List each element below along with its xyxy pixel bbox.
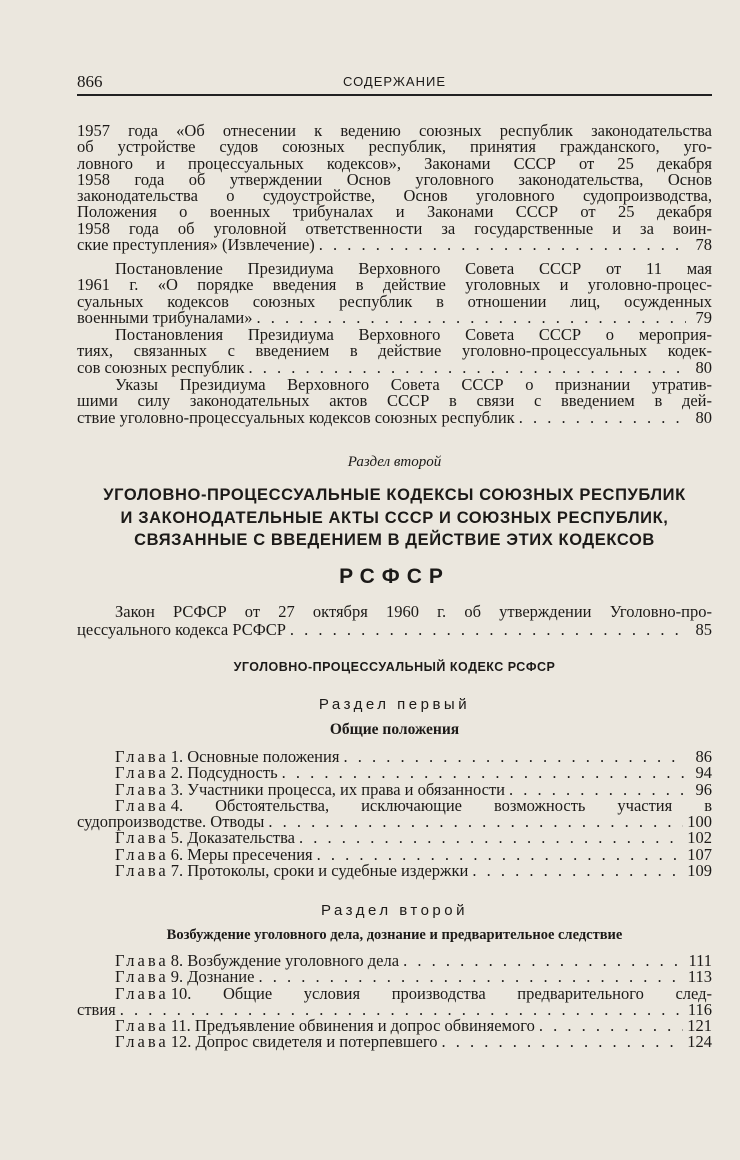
- page-ref: 86: [695, 747, 712, 766]
- chapter-number: 2.: [170, 763, 184, 783]
- page-ref: 78: [695, 235, 712, 255]
- entry-line: 1958 года об уголовной ответственности за государственные и за воин-: [77, 218, 712, 238]
- entry-line: ствие уголовно-процессуальных кодексов союзных республик: [77, 407, 515, 427]
- page-ref: 111: [688, 951, 712, 970]
- toc-leader-line: [77, 407, 712, 427]
- chapter-entry[interactable]: [77, 1034, 712, 1050]
- entry-line: Закон РСФСР от 27 октября 1960 г. об утверждении Уголовно-про-: [115, 602, 712, 621]
- entry-line: Положения о военных трибуналах и Законами СССР от 25 декабря: [77, 202, 712, 222]
- code-title: УГОЛОВНО-ПРОЦЕССУАЛЬНЫЙ КОДЕКС РСФСР: [233, 660, 556, 674]
- page-ref: 79: [695, 307, 712, 327]
- toc-leader-line: [77, 237, 712, 253]
- chapter-number: 8.: [170, 951, 184, 970]
- republic-heading: РСФСР: [339, 565, 450, 588]
- toc-entry: [77, 377, 712, 426]
- chapter-word: Глава: [115, 795, 169, 815]
- chapter-number: 10.: [170, 983, 192, 1003]
- entry-line: цессуального кодекса РСФСР: [77, 620, 286, 639]
- section-label: Раздел второй: [347, 454, 442, 470]
- entry-line: суальных кодексов союзных республик в отношении лиц, осужденных: [77, 291, 712, 311]
- chapter-word: Глава: [115, 951, 169, 970]
- chapter-word: Глава: [115, 844, 169, 864]
- toc-entry: [77, 261, 712, 326]
- running-title: СОДЕРЖАНИЕ: [342, 74, 446, 89]
- part-title: Возбуждение уголовного дела, дознание и предварительное следствие: [166, 927, 623, 943]
- part-title: Общие положения: [329, 721, 460, 738]
- heading-line: СВЯЗАННЫЕ С ВВЕДЕНИЕМ В ДЕЙСТВИЕ ЭТИХ КОДЕКСОВ: [134, 531, 655, 549]
- chapter-title: Возбуждение уголовного дела: [187, 951, 400, 970]
- entry-line: ловного и процессуальных кодексов», Законами СССР от 25 декабря: [77, 153, 712, 173]
- entry-line: тиях, связанных с введением в действие уголовно-процессуальных кодек-: [77, 341, 712, 361]
- chapter-list: [77, 749, 712, 879]
- chapter-number: 7.: [170, 861, 184, 881]
- page-ref: 121: [687, 1016, 712, 1036]
- chapter-entry[interactable]: [77, 863, 712, 879]
- chapter-number: 1.: [170, 747, 184, 766]
- entry-line: сов союзных республик: [77, 357, 245, 377]
- heading-line: И ЗАКОНОДАТЕЛЬНЫЕ АКТЫ СССР И СОЮЗНЫХ РЕСПУБЛИК,: [120, 508, 669, 527]
- chapter-title: Протоколы, сроки и судебные издержки: [187, 861, 469, 881]
- entry-line: Указы Президиума Верховного Совета СССР о признании утратив-: [115, 375, 712, 394]
- chapter-word: Глава: [115, 1032, 169, 1052]
- chapter-list: [77, 953, 712, 1051]
- toc-leader-line: [77, 622, 712, 638]
- chapter-title: Меры пресечения: [187, 844, 313, 864]
- chapter-title: Основные положения: [187, 747, 340, 766]
- heading-line: УГОЛОВНО-ПРОЦЕССУАЛЬНЫЕ КОДЕКСЫ СОЮЗНЫХ РЕСПУБЛИК: [103, 486, 686, 504]
- page-ref: 100: [687, 812, 712, 832]
- page-ref: 94: [695, 763, 712, 783]
- chapter-title: Допрос свидетеля и потерпевшего: [195, 1032, 438, 1052]
- chapter-title: Подсудность: [187, 763, 278, 783]
- part-label: Раздел второй: [321, 902, 468, 919]
- chapter-title: Участники процесса, их права и обязанности: [187, 779, 505, 799]
- chapter-word: Глава: [115, 828, 169, 848]
- toc-entry: [77, 123, 712, 253]
- entry-line: 1961 г. «О порядке введения в действие уголовных и уголовно-процес-: [77, 275, 712, 295]
- chapter-word: Глава: [115, 861, 169, 881]
- chapter-number: 11.: [170, 1016, 191, 1036]
- entry-line: 1957 года «Об отнесении к ведению союзных республик законодательства: [77, 121, 712, 140]
- page-number: 866: [77, 72, 103, 91]
- chapter-number: 5.: [170, 828, 184, 848]
- toc-entry: [77, 327, 712, 376]
- entry-line: Постановления Президиума Верховного Совета СССР о мероприя-: [115, 325, 712, 344]
- toc-entry: [77, 601, 712, 638]
- page-header: [77, 72, 712, 96]
- chapter-number: 4.: [170, 795, 184, 815]
- chapter-title: Обстоятельства, исключающие возможность участия в: [215, 795, 712, 815]
- entry-line: военными трибуналами»: [77, 307, 253, 327]
- chapter-number: 3.: [170, 779, 184, 799]
- chapter-word: Глава: [115, 983, 169, 1003]
- chapter-title: судопроизводстве. Отводы: [77, 812, 265, 832]
- toc-leader-line: [77, 307, 712, 327]
- entry-line: 1958 года об утверждении Основ уголовного законодательства, Основ: [77, 169, 712, 189]
- chapter-word: Глава: [115, 967, 169, 987]
- part-label: Раздел первый: [318, 696, 471, 713]
- chapter-word: Глава: [115, 747, 169, 766]
- chapter-title: Дознание: [187, 967, 255, 987]
- entry-line: Постановление Президиума Верховного Совета СССР от 11 мая: [115, 259, 712, 278]
- chapter-title: ствия: [77, 999, 116, 1019]
- chapter-title: Доказательства: [187, 828, 295, 848]
- chapter-number: 6.: [170, 844, 184, 864]
- entry-line: ские преступления» (Извлечение): [77, 235, 315, 255]
- section-heading: [77, 484, 712, 552]
- chapter-number: 12.: [170, 1032, 192, 1052]
- chapter-title: Общие условия производства предварительного след-: [223, 983, 712, 1003]
- page-ref: 96: [695, 779, 712, 799]
- page-ref: 102: [687, 828, 712, 848]
- page-ref: 107: [687, 844, 712, 864]
- entry-line: об устройстве судов союзных республик, принятия гражданского, уго-: [77, 137, 712, 157]
- toc-leader-line: [77, 357, 712, 377]
- page-ref: 80: [695, 357, 712, 377]
- page-ref: 116: [687, 999, 712, 1019]
- page-ref: 85: [695, 620, 712, 639]
- page-ref: 113: [687, 967, 712, 987]
- chapter-number: 9.: [170, 967, 184, 987]
- chapter-word: Глава: [115, 779, 169, 799]
- chapter-entry[interactable]: [77, 983, 712, 1003]
- chapter-word: Глава: [115, 763, 169, 783]
- chapter-title: Предъявление обвинения и допрос обвиняемого: [194, 1016, 535, 1036]
- page-ref: 80: [695, 407, 712, 427]
- page-ref: 109: [687, 861, 712, 881]
- entry-line: законодательства о судоустройстве, Основ уголовного судопроизводства,: [77, 186, 712, 206]
- chapter-word: Глава: [115, 1016, 169, 1036]
- entry-line: шими силу законодательных актов СССР в связи с введением в дей-: [77, 391, 712, 411]
- page-ref: 124: [687, 1032, 712, 1052]
